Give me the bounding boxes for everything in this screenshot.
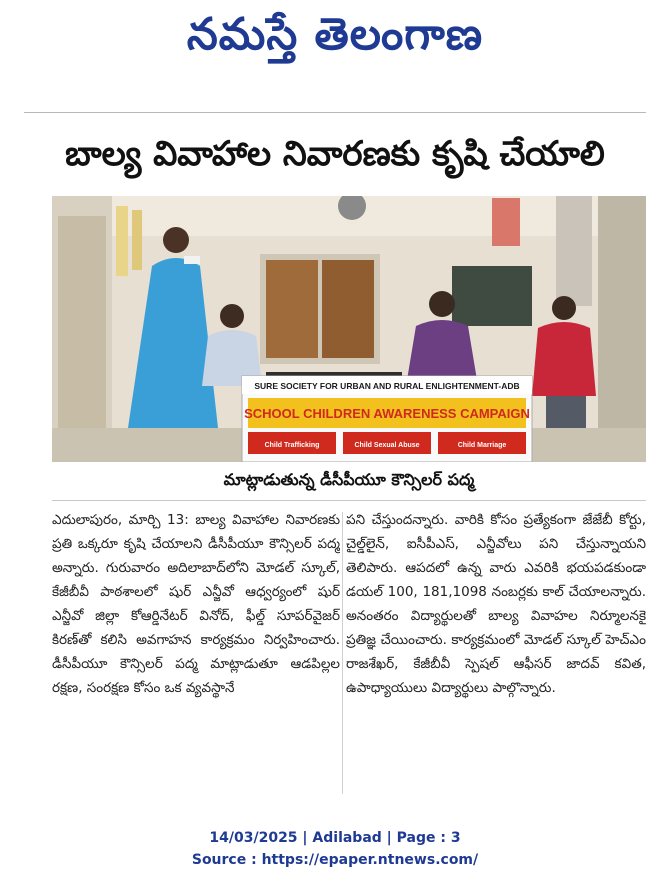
seated-man-left-head: [220, 304, 244, 328]
footer-meta: 14/03/2025 | Adilabad | Page : 3: [209, 830, 461, 846]
back-window-right: [322, 260, 374, 358]
seated-man-right-trousers: [546, 396, 586, 428]
caption-divider: [52, 500, 646, 501]
masthead-divider: [24, 112, 646, 113]
campaign-banner: [242, 376, 532, 462]
speaker-paper: [184, 256, 200, 264]
wall-poster-1: [492, 198, 520, 246]
footer-source: Source : https://epaper.ntnews.com/: [191, 852, 479, 868]
speaker-head: [163, 227, 189, 253]
poster-label-abuse: Child Sexual Abuse: [354, 442, 420, 449]
banner-campaign-text: SCHOOL CHILDREN AWARENESS CAMPAIGN: [244, 406, 530, 421]
seated-man-right-shirt: [532, 322, 596, 396]
wall-chart-2: [132, 210, 142, 270]
article-photo: [52, 196, 646, 462]
blackboard: [452, 266, 532, 326]
seated-woman-head: [429, 291, 455, 317]
column-divider: [342, 512, 343, 794]
back-window-left: [266, 260, 318, 358]
photo-scene: [52, 196, 646, 462]
seated-man-right-head: [552, 296, 576, 320]
banner-org-text: SURE SOCIETY FOR URBAN AND RURAL ENLIGHTENMENT-ADB: [254, 381, 520, 391]
left-door-panel: [58, 216, 106, 456]
right-doorway: [598, 196, 646, 462]
article-headline: బాల్య వివాహాల నివారణకు కృషి చేయాలి: [65, 134, 605, 174]
article-column-right: [346, 508, 646, 804]
newspaper-title: నమస్తే తెలంగాణ: [186, 9, 484, 60]
article-column-left: [52, 508, 340, 804]
poster-label-trafficking: Child Trafficking: [264, 442, 320, 449]
photo-caption: మాట్లాడుతున్న డీసీపీయూ కౌన్సిలర్ పద్మ: [223, 469, 475, 489]
wall-chart-1: [116, 206, 128, 276]
article-body-right: పని చేస్తుందన్నారు. వారికి కోసం ప్రత్యేకంగా జేజేబీ కోర్టు, చైల్డ్‌లైన్, ఐసీపీఎస్, ఎన్జీవోలు పని చేస్తున్నాయని తెలిపారు. ఆపదలో ఉన్న వారు ఎవరికి భయపడకుండా డయల్ 100, 181,1098 నంబర్లకు కాల్ చేయాలన్నారు. అనంతరం విద్యార్థులతో బాల్య వివాహల నిర్మూలనకై ప్రతిజ్ఞ చేయించారు. కార్యక్రమంలో మోడల్ స్కూల్ హెచ్‌ఎం రాజశేఖర్, కేజీబీవీ స్పెషల్ ఆఫీసర్ జాదవ్ కవిత, ఉపాధ్యాయులు విద్యార్థులు పాల్గొన్నారు.: [346, 512, 646, 696]
poster-label-marriage: Child Marriage: [457, 442, 507, 449]
article-body-left: ఎదులాపురం, మార్చి 13: బాల్య వివాహాల నివారణకు ప్రతి ఒక్కరూ కృషి చేయాలని డీసీపీయూ కౌన్సిలర్ పద్మ అన్నారు. గురువారం అదిలాబాద్‌లోని మోడల్ స్కూల్, కేజీబీవీ పాఠశాలలో షుర్ ఎన్జీవో ఆధ్వర్యంలో షుర్ ఎన్జీవో జిల్లా కోఆర్డినేటర్ వినోద్, ఫీల్డ్ సూపర్‌వైజర్ కిరణ్‌తో కలిసి అవగాహన కార్యక్రమం నిర్వహించారు. డీసీపీయూ కౌన్సిలర్ పద్మ మాట్లాడుతూ ఆడపిల్లల రక్షణ, సంరక్షణ కోసం ఒక వ్యవస్థానే: [52, 512, 340, 696]
masthead: [0, 0, 670, 80]
wall-poster-2: [556, 196, 592, 306]
